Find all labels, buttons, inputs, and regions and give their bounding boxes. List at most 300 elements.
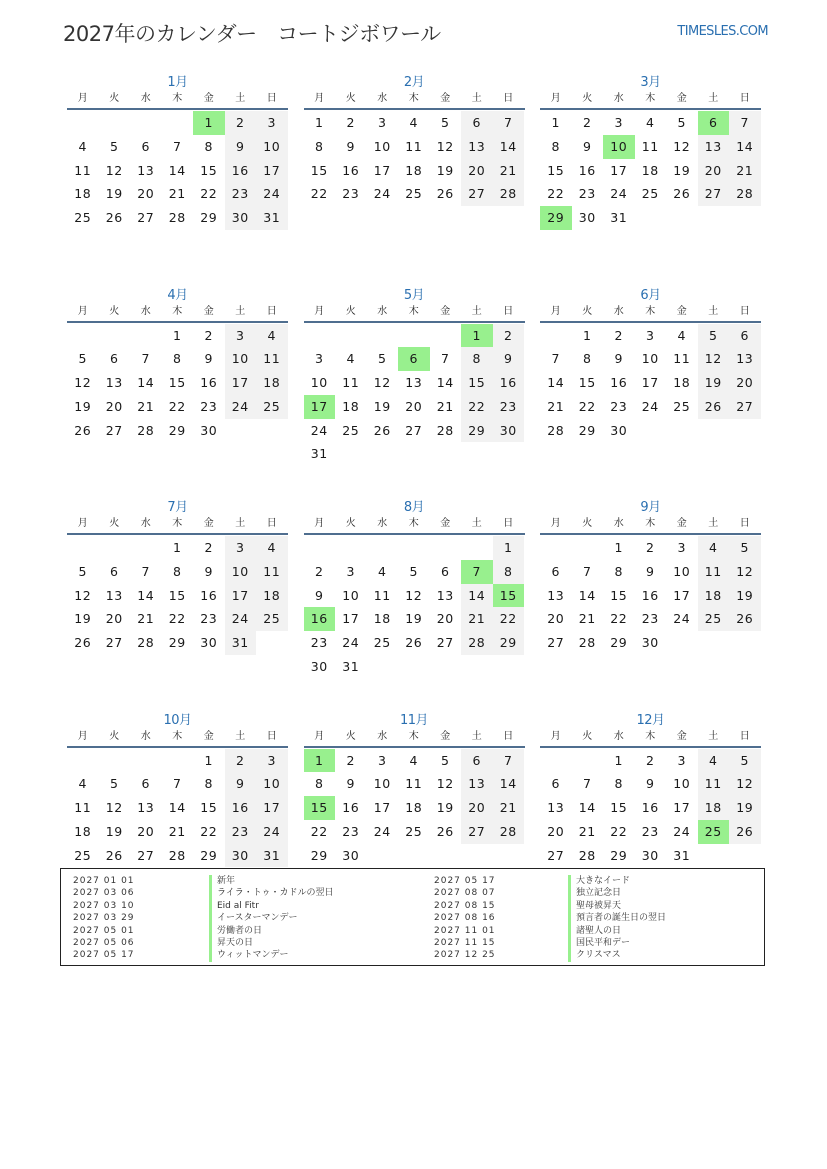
day-cell: 16 xyxy=(641,800,659,816)
day-cell: 24 xyxy=(310,422,328,438)
weekday-label: 金 xyxy=(440,93,451,104)
day-cell: 20 xyxy=(698,159,730,183)
day-cell: 25 xyxy=(405,186,423,202)
day-cell: 28 xyxy=(137,635,155,651)
day-cell: 19 xyxy=(436,162,454,178)
holiday-name: 新年 xyxy=(209,875,334,887)
holiday-name: 預言者の誕生日の翌日 xyxy=(568,912,666,924)
day-cell: 29 xyxy=(578,422,596,438)
day-cell: 19 xyxy=(74,611,92,627)
weekday-label: 木 xyxy=(408,93,419,104)
day-cell: 18 xyxy=(74,186,92,202)
day-cell: 31 xyxy=(342,658,360,674)
weekday-label: 木 xyxy=(408,305,419,317)
holiday-names-left xyxy=(209,875,334,962)
holiday-day-cell: 7 xyxy=(461,560,493,584)
day-cell: 7 xyxy=(173,138,182,154)
month-3 xyxy=(540,70,761,283)
weekday-header xyxy=(67,305,288,323)
day-cell: 25 xyxy=(673,398,691,414)
day-cell: 5 xyxy=(441,752,450,768)
day-cell: 7 xyxy=(493,111,525,135)
day-cell: 26 xyxy=(405,635,423,651)
holiday-day-cell: 16 xyxy=(304,607,336,631)
day-cell: 22 xyxy=(200,823,218,839)
holiday-day-cell: 29 xyxy=(540,206,572,230)
day-cell: 9 xyxy=(346,776,355,792)
weekday-label: 水 xyxy=(377,305,388,317)
holiday-day-cell: 25 xyxy=(698,820,730,844)
day-cell: 30 xyxy=(641,635,659,651)
day-cell: 18 xyxy=(698,584,730,608)
weekday-label: 火 xyxy=(345,730,356,742)
empty-cell xyxy=(398,536,430,560)
day-cell: 23 xyxy=(641,823,659,839)
weekday-label: 土 xyxy=(708,518,719,529)
day-cell: 15 xyxy=(168,375,186,391)
day-cell: 28 xyxy=(493,182,525,206)
weekday-header xyxy=(67,92,288,110)
holiday-name: 聖母被昇天 xyxy=(568,900,666,912)
day-cell: 12 xyxy=(74,587,92,603)
day-cell: 14 xyxy=(578,800,596,816)
month-4 xyxy=(67,283,288,496)
empty-cell xyxy=(99,536,131,560)
day-cell: 15 xyxy=(578,375,596,391)
day-cell: 29 xyxy=(461,419,493,443)
day-cell: 16 xyxy=(342,800,360,816)
holiday-day-cell: 15 xyxy=(493,584,525,608)
day-cell: 30 xyxy=(225,206,257,230)
day-cell: 14 xyxy=(461,584,493,608)
weekday-header xyxy=(67,517,288,535)
day-cell: 2 xyxy=(614,327,623,343)
day-cell: 17 xyxy=(256,796,288,820)
day-cell: 17 xyxy=(256,159,288,183)
day-cell: 2 xyxy=(646,752,655,768)
day-cell: 13 xyxy=(729,347,761,371)
day-grid xyxy=(67,536,288,655)
day-cell: 28 xyxy=(436,422,454,438)
day-cell: 14 xyxy=(729,135,761,159)
holiday-name: ライラ・トゥ・カドルの翌日 xyxy=(209,887,334,899)
empty-cell xyxy=(67,536,99,560)
weekday-label: 火 xyxy=(109,518,120,529)
month-9 xyxy=(540,495,761,708)
day-cell: 11 xyxy=(256,560,288,584)
weekday-label: 日 xyxy=(266,730,277,742)
month-row xyxy=(67,495,761,708)
day-cell: 6 xyxy=(461,111,493,135)
day-cell: 10 xyxy=(225,560,257,584)
day-cell: 7 xyxy=(173,776,182,792)
day-cell: 26 xyxy=(74,635,92,651)
day-cell: 30 xyxy=(310,658,328,674)
holiday-date: 2027 08 07 xyxy=(434,888,496,899)
day-cell: 13 xyxy=(405,375,423,391)
day-cell: 25 xyxy=(698,607,730,631)
empty-cell xyxy=(540,324,572,348)
day-cell: 29 xyxy=(200,210,218,226)
day-cell: 23 xyxy=(342,823,360,839)
holiday-day-cell: 1 xyxy=(193,111,225,135)
weekday-label: 土 xyxy=(708,730,719,742)
holiday-day-cell: 6 xyxy=(398,347,430,371)
day-cell: 31 xyxy=(610,210,628,226)
day-cell: 25 xyxy=(342,422,360,438)
day-cell: 15 xyxy=(200,162,218,178)
weekday-label: 火 xyxy=(109,93,120,104)
day-cell: 30 xyxy=(200,422,218,438)
day-cell: 9 xyxy=(204,351,213,367)
day-cell: 2 xyxy=(204,327,213,343)
holiday-date: 2027 08 15 xyxy=(434,900,496,911)
day-cell: 7 xyxy=(551,351,560,367)
day-cell: 12 xyxy=(436,138,454,154)
weekday-label: 水 xyxy=(377,93,388,104)
month-title: 10月 xyxy=(163,712,192,728)
day-cell: 6 xyxy=(551,776,560,792)
day-cell: 4 xyxy=(78,776,87,792)
day-cell: 21 xyxy=(493,159,525,183)
day-cell: 11 xyxy=(74,162,92,178)
day-cell: 11 xyxy=(698,560,730,584)
day-cell: 4 xyxy=(256,536,288,560)
weekday-label: 日 xyxy=(266,518,277,529)
day-cell: 27 xyxy=(105,635,123,651)
day-cell: 1 xyxy=(173,540,182,555)
day-grid xyxy=(304,749,525,868)
day-cell: 23 xyxy=(493,395,525,419)
day-cell: 6 xyxy=(110,563,119,579)
day-cell: 11 xyxy=(641,138,659,154)
day-cell: 27 xyxy=(137,847,155,863)
day-cell: 4 xyxy=(677,327,686,343)
day-cell: 28 xyxy=(461,631,493,655)
day-cell: 26 xyxy=(105,847,123,863)
day-cell: 30 xyxy=(610,422,628,438)
month-title: 12月 xyxy=(636,712,665,728)
day-cell: 20 xyxy=(436,611,454,627)
day-cell: 21 xyxy=(168,186,186,202)
weekday-label: 木 xyxy=(645,518,656,529)
day-cell: 22 xyxy=(310,186,328,202)
day-grid xyxy=(67,749,288,868)
holiday-date: 2027 05 01 xyxy=(73,925,135,936)
day-cell: 24 xyxy=(256,182,288,206)
day-cell: 27 xyxy=(436,635,454,651)
day-cell: 12 xyxy=(105,162,123,178)
day-cell: 10 xyxy=(673,563,691,579)
day-cell: 20 xyxy=(461,159,493,183)
day-cell: 4 xyxy=(78,138,87,154)
weekday-label: 月 xyxy=(314,730,325,742)
day-cell: 28 xyxy=(578,635,596,651)
day-cell: 24 xyxy=(225,395,257,419)
day-cell: 18 xyxy=(405,162,423,178)
empty-cell xyxy=(99,111,131,135)
day-cell: 9 xyxy=(493,347,525,371)
day-cell: 3 xyxy=(225,536,257,560)
day-cell: 28 xyxy=(578,847,596,863)
day-cell: 18 xyxy=(641,162,659,178)
empty-cell xyxy=(130,111,162,135)
empty-cell xyxy=(572,749,604,773)
day-cell: 27 xyxy=(461,820,493,844)
day-cell: 13 xyxy=(105,587,123,603)
day-cell: 17 xyxy=(641,375,659,391)
weekday-header xyxy=(540,517,761,535)
empty-cell xyxy=(99,749,131,773)
day-cell: 19 xyxy=(74,398,92,414)
day-cell: 2 xyxy=(315,563,324,579)
weekday-header xyxy=(304,730,525,748)
day-cell: 3 xyxy=(614,115,623,130)
holiday-date: 2027 05 17 xyxy=(73,950,135,961)
day-cell: 2 xyxy=(583,115,592,130)
day-cell: 8 xyxy=(315,138,324,154)
day-cell: 13 xyxy=(137,800,155,816)
day-cell: 4 xyxy=(256,324,288,348)
holiday-date: 2027 03 29 xyxy=(73,913,135,924)
day-cell: 26 xyxy=(74,422,92,438)
day-cell: 1 xyxy=(583,327,592,343)
day-cell: 1 xyxy=(493,536,525,560)
day-cell: 20 xyxy=(137,823,155,839)
day-cell: 24 xyxy=(373,823,391,839)
day-cell: 3 xyxy=(346,563,355,579)
day-cell: 18 xyxy=(256,371,288,395)
day-cell: 20 xyxy=(405,398,423,414)
day-cell: 31 xyxy=(673,847,691,863)
day-cell: 31 xyxy=(225,631,257,655)
empty-cell xyxy=(99,324,131,348)
day-cell: 28 xyxy=(547,422,565,438)
day-cell: 3 xyxy=(677,752,686,768)
day-cell: 5 xyxy=(110,776,119,792)
day-cell: 6 xyxy=(110,351,119,367)
weekday-header xyxy=(540,305,761,323)
day-cell: 4 xyxy=(409,752,418,768)
day-cell: 14 xyxy=(547,375,565,391)
empty-cell xyxy=(162,749,194,773)
weekday-label: 木 xyxy=(172,93,183,104)
month-title: 6月 xyxy=(640,287,661,303)
weekday-label: 火 xyxy=(345,93,356,104)
day-cell: 27 xyxy=(137,210,155,226)
day-cell: 22 xyxy=(610,611,628,627)
weekday-label: 日 xyxy=(739,305,750,317)
weekday-label: 土 xyxy=(235,305,246,317)
holiday-day-cell: 6 xyxy=(698,111,730,135)
day-grid xyxy=(67,324,288,443)
day-cell: 22 xyxy=(610,823,628,839)
month-title: 8月 xyxy=(403,500,425,515)
day-cell: 5 xyxy=(78,563,87,579)
holiday-day-cell: 17 xyxy=(304,395,336,419)
month-title: 7月 xyxy=(167,500,188,515)
day-cell: 18 xyxy=(698,796,730,820)
day-grid xyxy=(540,111,761,230)
day-cell: 16 xyxy=(225,796,257,820)
holiday-day-cell: 1 xyxy=(461,324,493,348)
day-cell: 23 xyxy=(310,635,328,651)
day-cell: 19 xyxy=(436,800,454,816)
day-cell: 20 xyxy=(461,796,493,820)
weekday-label: 火 xyxy=(582,730,593,742)
day-cell: 7 xyxy=(141,351,150,367)
day-cell: 21 xyxy=(436,398,454,414)
day-cell: 20 xyxy=(547,823,565,839)
month-title: 3月 xyxy=(640,75,661,90)
weekday-label: 金 xyxy=(440,305,451,317)
day-cell: 24 xyxy=(641,398,659,414)
day-cell: 11 xyxy=(673,351,691,367)
day-cell: 19 xyxy=(373,398,391,414)
day-grid xyxy=(304,536,525,679)
weekday-label: 土 xyxy=(235,730,246,742)
weekday-label: 日 xyxy=(503,93,514,104)
day-cell: 30 xyxy=(578,210,596,226)
day-cell: 27 xyxy=(547,847,565,863)
day-cell: 14 xyxy=(168,162,186,178)
weekday-label: 金 xyxy=(440,730,451,742)
weekday-label: 日 xyxy=(503,730,514,742)
day-cell: 5 xyxy=(441,115,450,130)
day-cell: 7 xyxy=(441,351,450,367)
day-cell: 15 xyxy=(610,587,628,603)
day-cell: 19 xyxy=(729,584,761,608)
day-cell: 5 xyxy=(698,324,730,348)
day-cell: 8 xyxy=(173,563,182,579)
day-cell: 17 xyxy=(373,162,391,178)
day-cell: 26 xyxy=(698,395,730,419)
weekday-label: 月 xyxy=(77,305,88,317)
day-cell: 19 xyxy=(105,823,123,839)
day-cell: 26 xyxy=(373,422,391,438)
day-cell: 12 xyxy=(673,138,691,154)
day-cell: 29 xyxy=(310,847,328,863)
day-cell: 16 xyxy=(200,587,218,603)
day-cell: 27 xyxy=(547,635,565,651)
day-cell: 23 xyxy=(225,820,257,844)
holiday-day-cell: 1 xyxy=(304,749,336,773)
month-title: 2月 xyxy=(403,75,425,90)
day-cell: 29 xyxy=(610,847,628,863)
day-cell: 3 xyxy=(646,327,655,343)
day-cell: 20 xyxy=(137,186,155,202)
weekday-label: 月 xyxy=(77,518,88,529)
weekday-label: 日 xyxy=(266,305,277,317)
day-cell: 23 xyxy=(610,398,628,414)
holiday-date: 2027 11 15 xyxy=(434,937,496,948)
day-cell: 10 xyxy=(310,375,328,391)
day-cell: 9 xyxy=(614,351,623,367)
day-cell: 13 xyxy=(461,135,493,159)
weekday-label: 火 xyxy=(582,518,593,529)
month-row xyxy=(67,70,761,283)
empty-cell xyxy=(304,324,336,348)
holiday-day-cell: 10 xyxy=(603,135,635,159)
day-cell: 8 xyxy=(614,776,623,792)
day-cell: 30 xyxy=(200,635,218,651)
day-cell: 25 xyxy=(256,395,288,419)
day-cell: 16 xyxy=(610,375,628,391)
weekday-label: 水 xyxy=(140,730,151,742)
holiday-date: 2027 05 06 xyxy=(73,937,135,948)
weekday-label: 日 xyxy=(266,93,277,104)
empty-cell xyxy=(430,324,462,348)
day-cell: 29 xyxy=(168,635,186,651)
day-cell: 25 xyxy=(256,607,288,631)
site-link[interactable]: TIMESLES.COM xyxy=(677,24,768,39)
day-cell: 5 xyxy=(409,563,418,579)
weekday-label: 土 xyxy=(471,305,482,317)
weekday-label: 月 xyxy=(77,730,88,742)
day-cell: 23 xyxy=(578,186,596,202)
weekday-label: 水 xyxy=(140,518,151,529)
day-cell: 12 xyxy=(105,800,123,816)
day-cell: 12 xyxy=(74,375,92,391)
day-cell: 11 xyxy=(405,138,423,154)
empty-cell xyxy=(335,324,367,348)
weekday-label: 金 xyxy=(203,518,214,529)
weekday-header xyxy=(304,305,525,323)
weekday-label: 木 xyxy=(408,518,419,529)
day-cell: 8 xyxy=(315,776,324,792)
holiday-name: 国民平和デー xyxy=(568,937,666,949)
month-8 xyxy=(304,495,525,708)
day-cell: 9 xyxy=(646,776,655,792)
weekday-header xyxy=(304,517,525,535)
day-cell: 24 xyxy=(342,635,360,651)
weekday-label: 木 xyxy=(172,518,183,529)
day-cell: 25 xyxy=(74,210,92,226)
day-cell: 10 xyxy=(225,347,257,371)
weekday-label: 土 xyxy=(471,518,482,529)
day-cell: 18 xyxy=(256,584,288,608)
day-cell: 7 xyxy=(583,776,592,792)
weekday-label: 土 xyxy=(471,93,482,104)
day-cell: 12 xyxy=(729,560,761,584)
day-cell: 12 xyxy=(729,772,761,796)
day-cell: 19 xyxy=(405,611,423,627)
weekday-label: 月 xyxy=(550,730,561,742)
empty-cell xyxy=(67,111,99,135)
day-cell: 6 xyxy=(441,563,450,579)
day-cell: 18 xyxy=(405,800,423,816)
empty-cell xyxy=(461,536,493,560)
weekday-label: 月 xyxy=(77,93,88,104)
day-cell: 25 xyxy=(405,823,423,839)
holiday-date: 2027 11 01 xyxy=(434,925,496,936)
empty-cell xyxy=(67,324,99,348)
holiday-name: 大きなイード xyxy=(568,875,666,887)
day-cell: 27 xyxy=(698,182,730,206)
empty-cell xyxy=(540,536,572,560)
day-cell: 22 xyxy=(310,823,328,839)
day-cell: 18 xyxy=(673,375,691,391)
empty-cell xyxy=(398,324,430,348)
weekday-label: 土 xyxy=(708,93,719,104)
day-cell: 16 xyxy=(225,159,257,183)
day-cell: 1 xyxy=(173,327,182,343)
day-cell: 30 xyxy=(493,419,525,443)
day-cell: 9 xyxy=(315,587,324,603)
holiday-date: 2027 01 01 xyxy=(73,876,135,886)
day-cell: 20 xyxy=(105,398,123,414)
day-cell: 1 xyxy=(204,752,213,768)
